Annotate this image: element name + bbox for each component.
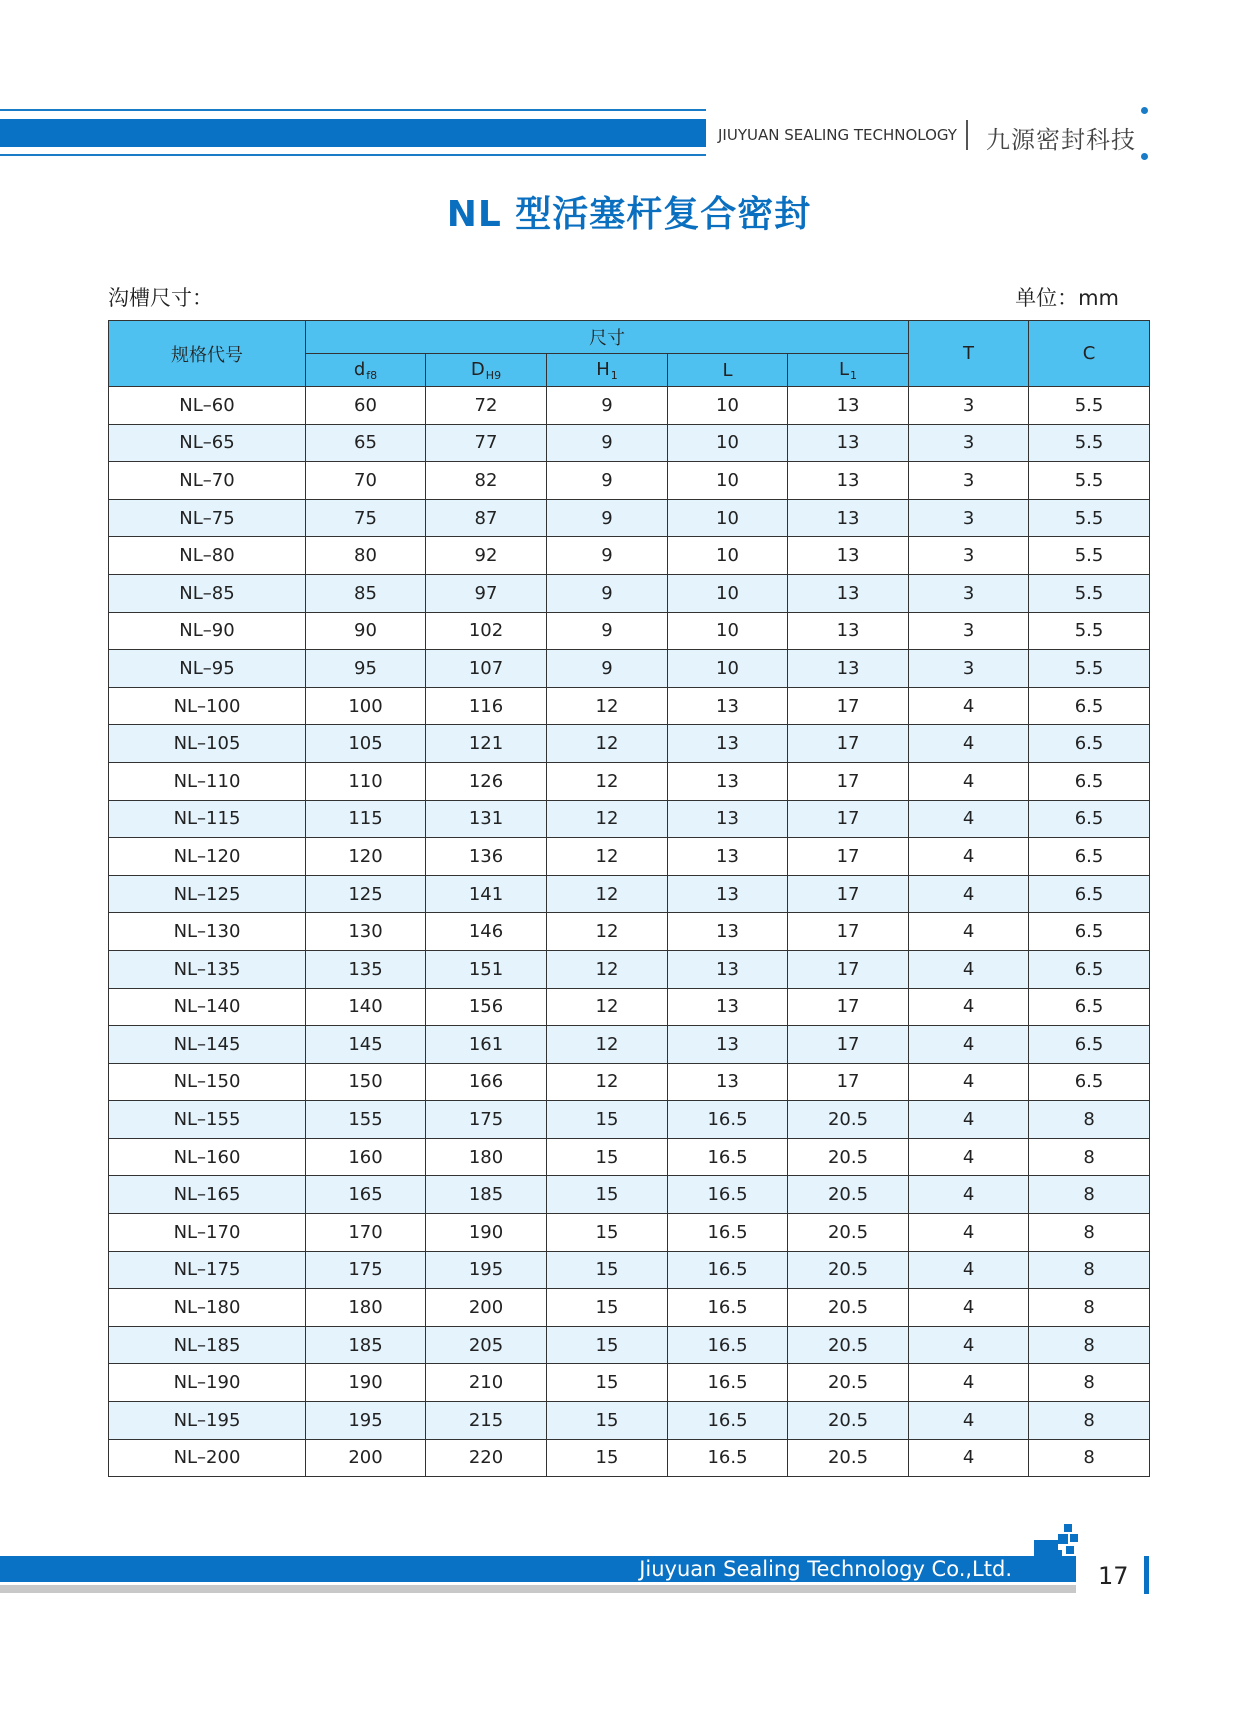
table-cell: 9: [547, 650, 668, 688]
table-cell: 16.5: [668, 1364, 788, 1402]
table-cell: 10: [668, 424, 788, 462]
table-row: [109, 762, 1150, 800]
table-cell: 17: [788, 1063, 909, 1101]
table-cell: 16.5: [668, 1402, 788, 1440]
table-cell: 6.5: [1029, 687, 1150, 725]
table-cell: NL–60: [109, 387, 306, 425]
table-cell: 3: [909, 612, 1029, 650]
table-cell: NL–190: [109, 1364, 306, 1402]
table-cell: 4: [909, 875, 1029, 913]
table-cell: 13: [668, 913, 788, 951]
table-cell: 12: [547, 988, 668, 1026]
header-l: L: [668, 354, 788, 387]
table-cell: 16.5: [668, 1101, 788, 1139]
table-cell: 4: [909, 1251, 1029, 1289]
footer-logo-icon: [1034, 1520, 1078, 1564]
table-cell: 10: [668, 462, 788, 500]
table-row: [109, 1026, 1150, 1064]
table-cell: 155: [306, 1101, 426, 1139]
table-cell: 15: [547, 1364, 668, 1402]
table-cell: 17: [788, 725, 909, 763]
table-cell: 8: [1029, 1364, 1150, 1402]
table-cell: 20.5: [788, 1251, 909, 1289]
header-d: [306, 354, 426, 387]
table-cell: 175: [306, 1251, 426, 1289]
header-h1-sub: 1: [610, 368, 618, 382]
table-row: [109, 1138, 1150, 1176]
table-cell: 4: [909, 988, 1029, 1026]
table-cell: 60: [306, 387, 426, 425]
table-cell: 17: [788, 762, 909, 800]
table-cell: 131: [426, 800, 547, 838]
table-cell: 13: [668, 838, 788, 876]
table-cell: 210: [426, 1364, 547, 1402]
table-cell: NL–150: [109, 1063, 306, 1101]
table-cell: 6.5: [1029, 1026, 1150, 1064]
header-d-sub: f8: [366, 368, 378, 382]
table-cell: 95: [306, 650, 426, 688]
table-cell: 195: [426, 1251, 547, 1289]
footer-company: Jiuyuan Sealing Technology Co.,Ltd.: [639, 1557, 1012, 1581]
table-cell: 8: [1029, 1251, 1150, 1289]
table-cell: 6.5: [1029, 1063, 1150, 1101]
table-cell: NL–200: [109, 1439, 306, 1477]
table-cell: 17: [788, 838, 909, 876]
table-cell: 3: [909, 424, 1029, 462]
table-cell: NL–130: [109, 913, 306, 951]
table-cell: 6.5: [1029, 838, 1150, 876]
table-cell: 9: [547, 462, 668, 500]
table-row: [109, 1101, 1150, 1139]
table-cell: 13: [668, 950, 788, 988]
table-cell: 13: [788, 650, 909, 688]
table-cell: 145: [306, 1026, 426, 1064]
header-line-top: [0, 109, 706, 111]
table-cell: NL–125: [109, 875, 306, 913]
table-cell: 156: [426, 988, 547, 1026]
table-cell: 120: [306, 838, 426, 876]
table-cell: 8: [1029, 1101, 1150, 1139]
table-cell: 13: [788, 424, 909, 462]
table-cell: 70: [306, 462, 426, 500]
table-cell: 13: [788, 387, 909, 425]
table-cell: 10: [668, 574, 788, 612]
table-cell: 3: [909, 499, 1029, 537]
table-cell: 135: [306, 950, 426, 988]
table-cell: 125: [306, 875, 426, 913]
page-number: 17: [1098, 1562, 1129, 1590]
table-cell: 10: [668, 499, 788, 537]
footer-gray-line: [0, 1585, 1076, 1593]
table-cell: 17: [788, 950, 909, 988]
table-cell: 185: [426, 1176, 547, 1214]
table-cell: 6.5: [1029, 950, 1150, 988]
table-row: [109, 800, 1150, 838]
table-cell: 5.5: [1029, 537, 1150, 575]
table-cell: NL–110: [109, 762, 306, 800]
table-cell: 12: [547, 1063, 668, 1101]
table-row: [109, 988, 1150, 1026]
table-body: [109, 387, 1150, 1477]
table-cell: 4: [909, 1138, 1029, 1176]
table-row: [109, 1251, 1150, 1289]
table-row: [109, 612, 1150, 650]
table-cell: 146: [426, 913, 547, 951]
header-dot-top: [1141, 107, 1148, 114]
table-cell: NL–175: [109, 1251, 306, 1289]
table-cell: 116: [426, 687, 547, 725]
table-cell: 4: [909, 1289, 1029, 1327]
table-cell: 190: [306, 1364, 426, 1402]
table-cell: 15: [547, 1251, 668, 1289]
page-number-bar: [1144, 1556, 1149, 1594]
header-t: T: [909, 321, 1029, 387]
table-cell: NL–160: [109, 1138, 306, 1176]
table-cell: 16.5: [668, 1439, 788, 1477]
table-cell: NL–90: [109, 612, 306, 650]
table-cell: 4: [909, 1026, 1029, 1064]
table-cell: 16.5: [668, 1138, 788, 1176]
table-cell: 165: [306, 1176, 426, 1214]
table-cell: 15: [547, 1176, 668, 1214]
table-cell: 12: [547, 725, 668, 763]
table-cell: NL–70: [109, 462, 306, 500]
table-cell: 12: [547, 950, 668, 988]
table-cell: 12: [547, 1026, 668, 1064]
table-cell: 13: [788, 499, 909, 537]
table-cell: 170: [306, 1214, 426, 1252]
table-row: [109, 838, 1150, 876]
table-cell: 3: [909, 387, 1029, 425]
header-company-cn: 九源密封科技: [986, 126, 1136, 154]
table-cell: 9: [547, 424, 668, 462]
table-cell: 8: [1029, 1402, 1150, 1440]
table-cell: 8: [1029, 1289, 1150, 1327]
table-cell: NL–195: [109, 1402, 306, 1440]
table-cell: NL–115: [109, 800, 306, 838]
table-cell: 215: [426, 1402, 547, 1440]
table-cell: 4: [909, 1439, 1029, 1477]
table-cell: 17: [788, 1026, 909, 1064]
table-cell: 190: [426, 1214, 547, 1252]
table-cell: 13: [788, 537, 909, 575]
table-row: [109, 1402, 1150, 1440]
table-row: [109, 913, 1150, 951]
table-cell: 4: [909, 838, 1029, 876]
header-size: 尺寸: [306, 321, 909, 354]
header-dot-bottom: [1141, 153, 1148, 160]
table-cell: 141: [426, 875, 547, 913]
table-cell: 8: [1029, 1326, 1150, 1364]
table-cell: 100: [306, 687, 426, 725]
table-cell: 13: [788, 612, 909, 650]
table-cell: 180: [306, 1289, 426, 1327]
table-cell: 102: [426, 612, 547, 650]
header-l1-main: L: [839, 358, 850, 380]
table-row: [109, 537, 1150, 575]
table-cell: NL–185: [109, 1326, 306, 1364]
table-cell: 15: [547, 1402, 668, 1440]
table-cell: NL–75: [109, 499, 306, 537]
header-h1: [547, 354, 668, 387]
table-cell: 15: [547, 1138, 668, 1176]
header-spec-code: 规格代号: [109, 321, 306, 387]
table-cell: 8: [1029, 1176, 1150, 1214]
table-cell: 13: [668, 1063, 788, 1101]
table-cell: 4: [909, 687, 1029, 725]
table-cell: NL–145: [109, 1026, 306, 1064]
table-row: [109, 1326, 1150, 1364]
table-cell: 5.5: [1029, 424, 1150, 462]
table-cell: NL–105: [109, 725, 306, 763]
table-row: [109, 1176, 1150, 1214]
header-band: [0, 119, 706, 147]
table-cell: 12: [547, 687, 668, 725]
table-cell: 13: [668, 875, 788, 913]
table-cell: 20.5: [788, 1439, 909, 1477]
table-cell: 220: [426, 1439, 547, 1477]
table-row: [109, 687, 1150, 725]
table-cell: 13: [788, 462, 909, 500]
table-cell: 195: [306, 1402, 426, 1440]
table-cell: 4: [909, 913, 1029, 951]
table-cell: 90: [306, 612, 426, 650]
table-cell: 166: [426, 1063, 547, 1101]
table-cell: 161: [426, 1026, 547, 1064]
header-h1-main: H: [596, 358, 610, 380]
table-cell: 8: [1029, 1439, 1150, 1477]
table-cell: 13: [668, 988, 788, 1026]
table-cell: 4: [909, 1176, 1029, 1214]
table-cell: 9: [547, 387, 668, 425]
table-cell: 5.5: [1029, 499, 1150, 537]
table-row: [109, 950, 1150, 988]
table-cell: 6.5: [1029, 762, 1150, 800]
table-cell: 3: [909, 574, 1029, 612]
table-cell: 5.5: [1029, 612, 1150, 650]
table-cell: 6.5: [1029, 875, 1150, 913]
table-cell: 180: [426, 1138, 547, 1176]
table-cell: 200: [426, 1289, 547, 1327]
table-cell: 9: [547, 499, 668, 537]
table-cell: 13: [668, 687, 788, 725]
table-cell: NL–120: [109, 838, 306, 876]
table-cell: 205: [426, 1326, 547, 1364]
table-cell: 16.5: [668, 1214, 788, 1252]
header-l1: [788, 354, 909, 387]
table-cell: 4: [909, 1063, 1029, 1101]
table-cell: 6.5: [1029, 988, 1150, 1026]
table-cell: 20.5: [788, 1176, 909, 1214]
table-cell: 10: [668, 387, 788, 425]
table-cell: 136: [426, 838, 547, 876]
table-cell: 3: [909, 462, 1029, 500]
table-cell: 85: [306, 574, 426, 612]
header-company-en: JIUYUAN SEALING TECHNOLOGY: [718, 126, 957, 144]
table-cell: 20.5: [788, 1214, 909, 1252]
table-row: [109, 462, 1150, 500]
table-row: [109, 1063, 1150, 1101]
table-cell: 12: [547, 762, 668, 800]
table-cell: NL–95: [109, 650, 306, 688]
table-cell: 20.5: [788, 1402, 909, 1440]
table-cell: 17: [788, 875, 909, 913]
table-cell: 13: [788, 574, 909, 612]
table-cell: 80: [306, 537, 426, 575]
header-D-sub: H9: [485, 368, 502, 382]
table-cell: 16.5: [668, 1251, 788, 1289]
table-cell: 110: [306, 762, 426, 800]
table-cell: 4: [909, 762, 1029, 800]
table-cell: 4: [909, 800, 1029, 838]
table-cell: NL–135: [109, 950, 306, 988]
table-cell: 20.5: [788, 1289, 909, 1327]
unit-label: 单位：mm: [1015, 286, 1119, 310]
table-cell: NL–180: [109, 1289, 306, 1327]
table-cell: 15: [547, 1101, 668, 1139]
table-cell: 17: [788, 687, 909, 725]
table-row: [109, 650, 1150, 688]
table-cell: 13: [668, 762, 788, 800]
table-row: [109, 424, 1150, 462]
table-cell: 13: [668, 725, 788, 763]
header-D: [426, 354, 547, 387]
table-cell: 15: [547, 1439, 668, 1477]
table-cell: 4: [909, 950, 1029, 988]
table-cell: 6.5: [1029, 725, 1150, 763]
table-cell: 5.5: [1029, 574, 1150, 612]
header-D-main: D: [470, 358, 485, 380]
table-cell: NL–170: [109, 1214, 306, 1252]
table-cell: 5.5: [1029, 462, 1150, 500]
table-row: [109, 875, 1150, 913]
header-l1-sub: 1: [850, 368, 858, 382]
table-cell: 12: [547, 913, 668, 951]
table-cell: 121: [426, 725, 547, 763]
table-cell: 107: [426, 650, 547, 688]
table-cell: 105: [306, 725, 426, 763]
table-cell: 20.5: [788, 1138, 909, 1176]
table-cell: NL–155: [109, 1101, 306, 1139]
table-row: [109, 725, 1150, 763]
groove-size-label: 沟槽尺寸：: [108, 286, 213, 310]
table-cell: 200: [306, 1439, 426, 1477]
table-row: [109, 1439, 1150, 1477]
table-cell: 6.5: [1029, 913, 1150, 951]
table-cell: 20.5: [788, 1364, 909, 1402]
table-row: [109, 574, 1150, 612]
table-cell: 115: [306, 800, 426, 838]
table-cell: 16.5: [668, 1176, 788, 1214]
table-cell: 75: [306, 499, 426, 537]
table-cell: 92: [426, 537, 547, 575]
table-cell: 20.5: [788, 1326, 909, 1364]
header-c: C: [1029, 321, 1150, 387]
table-cell: 4: [909, 1402, 1029, 1440]
table-cell: 13: [668, 1026, 788, 1064]
table-cell: 9: [547, 537, 668, 575]
table-cell: 20.5: [788, 1101, 909, 1139]
table-cell: 13: [668, 800, 788, 838]
table-cell: 10: [668, 612, 788, 650]
table-cell: 6.5: [1029, 800, 1150, 838]
table-cell: 16.5: [668, 1289, 788, 1327]
table-cell: NL–65: [109, 424, 306, 462]
table-cell: 15: [547, 1214, 668, 1252]
table-cell: 5.5: [1029, 387, 1150, 425]
table-cell: NL–140: [109, 988, 306, 1026]
table-cell: 5.5: [1029, 650, 1150, 688]
table-cell: NL–85: [109, 574, 306, 612]
table-cell: 77: [426, 424, 547, 462]
table-cell: 175: [426, 1101, 547, 1139]
table-cell: 72: [426, 387, 547, 425]
table-cell: 97: [426, 574, 547, 612]
table-cell: 4: [909, 1326, 1029, 1364]
table-cell: NL–100: [109, 687, 306, 725]
table-cell: 4: [909, 1101, 1029, 1139]
table-cell: 15: [547, 1289, 668, 1327]
table-cell: 82: [426, 462, 547, 500]
table-cell: 16.5: [668, 1326, 788, 1364]
table-cell: 10: [668, 650, 788, 688]
table-cell: 9: [547, 612, 668, 650]
table-cell: 160: [306, 1138, 426, 1176]
table-cell: 15: [547, 1326, 668, 1364]
table-cell: 65: [306, 424, 426, 462]
table-cell: 3: [909, 650, 1029, 688]
table-cell: NL–165: [109, 1176, 306, 1214]
table-row: [109, 1289, 1150, 1327]
table-cell: 8: [1029, 1138, 1150, 1176]
groove-size-table: [108, 320, 1150, 1477]
table-cell: 4: [909, 725, 1029, 763]
table-cell: 9: [547, 574, 668, 612]
header-d-main: d: [353, 358, 366, 380]
table-cell: 10: [668, 537, 788, 575]
table-cell: 150: [306, 1063, 426, 1101]
page-title: NL 型活塞杆复合密封: [446, 194, 812, 235]
table-cell: 151: [426, 950, 547, 988]
table-cell: 130: [306, 913, 426, 951]
table-cell: 8: [1029, 1214, 1150, 1252]
table-cell: 185: [306, 1326, 426, 1364]
table-cell: 12: [547, 875, 668, 913]
table-row: [109, 499, 1150, 537]
table-cell: 87: [426, 499, 547, 537]
table-cell: 4: [909, 1364, 1029, 1402]
table-cell: 4: [909, 1214, 1029, 1252]
table-cell: 17: [788, 800, 909, 838]
table-cell: 140: [306, 988, 426, 1026]
table-row: [109, 1364, 1150, 1402]
table-cell: NL–80: [109, 537, 306, 575]
table-cell: 12: [547, 838, 668, 876]
table-cell: 17: [788, 988, 909, 1026]
table-cell: 12: [547, 800, 668, 838]
table-cell: 17: [788, 913, 909, 951]
table-cell: 126: [426, 762, 547, 800]
header-separator: [966, 120, 968, 150]
header-line-bottom: [0, 154, 706, 156]
table-cell: 3: [909, 537, 1029, 575]
table-row: [109, 387, 1150, 425]
table-row: [109, 1214, 1150, 1252]
